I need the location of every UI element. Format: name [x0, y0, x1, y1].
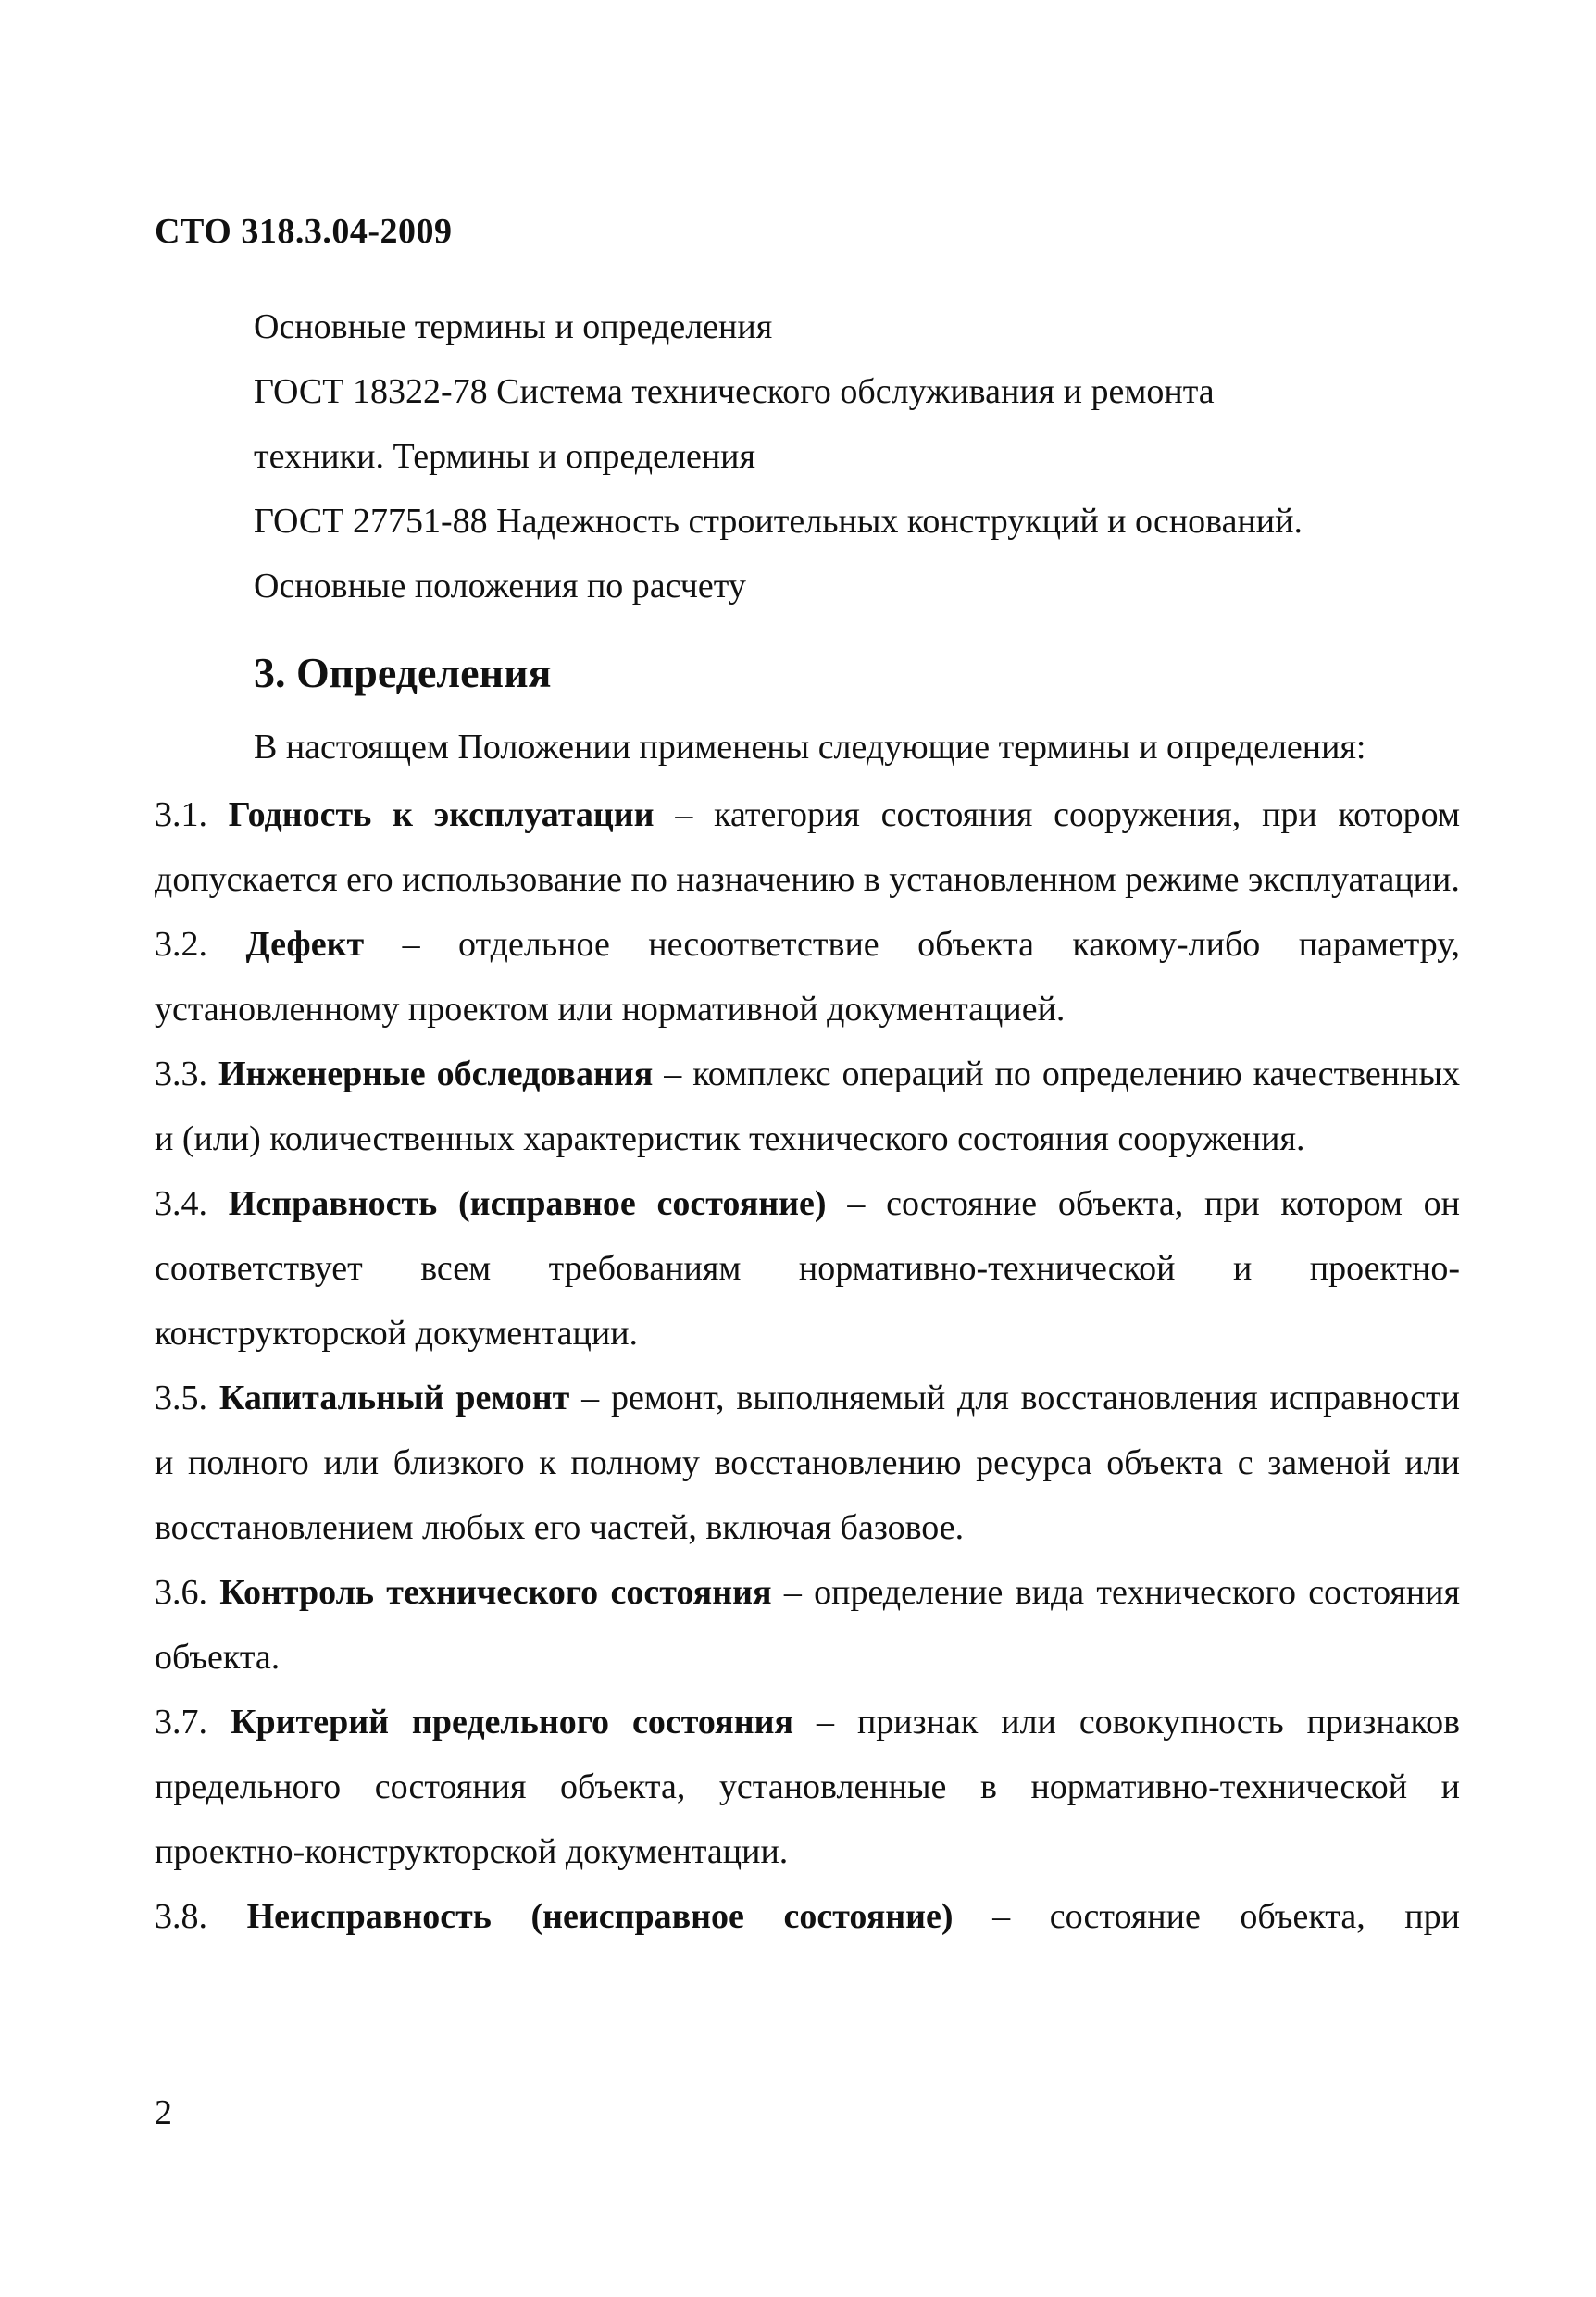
document-code: СТО 318.3.04-2009: [155, 212, 453, 251]
definition-item: [155, 1366, 1460, 1560]
section-intro: В настоящем Положении применены следующие термины и определения:: [254, 728, 1366, 767]
definition-text: – отдельное несоответствие объекта какому-либо параметру, установленному проектом или нормативной документацией.: [155, 925, 1460, 1029]
definition-text: – состояние объекта, при котором он соответствует всем требованиям нормативно-технической и проектно-конструкторской документации.: [155, 1184, 1460, 1353]
reference-line: ГОСТ 27751-88 Надежность строительных конструкций и оснований.: [254, 502, 1303, 541]
definition-number: 3.1.: [155, 795, 207, 834]
definition-number: 3.4.: [155, 1184, 207, 1223]
definition-text: – категория состояния сооружения, при котором допускается его использование по назначению в установленном режиме эксплуатации.: [155, 795, 1460, 899]
definition-term: Годность к эксплуатации: [228, 795, 655, 834]
reference-line: техники. Термины и определения: [254, 437, 755, 476]
normative-references: [254, 294, 1457, 618]
definition-text: – признак или совокупность признаков предельного состояния объекта, установленные в нормативно-технической и проектно-конструкторской документации.: [155, 1703, 1461, 1871]
definition-item: [155, 1042, 1460, 1171]
definition-text: – определение вида технического состояния объекта.: [155, 1573, 1460, 1677]
definition-text: – состояние объекта, при: [953, 1897, 1460, 1936]
definition-term: Критерий предельного состояния: [230, 1703, 794, 1741]
reference-line: ГОСТ 18322-78 Система технического обслуживания и ремонта: [254, 372, 1215, 411]
definition-term: Дефект: [245, 925, 365, 964]
section-title: 3. Определения: [254, 649, 552, 696]
definition-number: 3.6.: [155, 1573, 207, 1612]
page-number: 2: [155, 2093, 172, 2132]
definition-item: [155, 1560, 1460, 1690]
definition-item: [155, 1690, 1460, 1884]
definition-item: [155, 912, 1460, 1042]
definition-number: 3.7.: [155, 1703, 207, 1741]
definition-term: Инженерные обследования: [218, 1055, 654, 1093]
definition-text: – ремонт, выполняемый для восстановления исправности и полного или близкого к полному восстановлению ресурса объекта с заменой или восстановлением любых его частей, включая базовое.: [155, 1379, 1460, 1547]
reference-line: Основные положения по расчету: [254, 567, 746, 605]
definition-text: – комплекс операций по определению качественных и (или) количественных характеристик технического состояния сооружения.: [155, 1055, 1460, 1158]
definition-term: Исправность (исправное состояние): [228, 1184, 827, 1223]
definition-term: Капитальный ремонт: [218, 1379, 570, 1417]
definitions-list: [155, 782, 1460, 1949]
definition-number: 3.5.: [155, 1379, 207, 1417]
definition-number: 3.3.: [155, 1055, 207, 1093]
definition-item: [155, 1884, 1460, 1949]
definition-item: [155, 782, 1460, 912]
definition-number: 3.2.: [155, 925, 207, 964]
definition-term: Контроль технического состояния: [219, 1573, 772, 1612]
reference-line: Основные термины и определения: [254, 307, 773, 346]
definition-term: Неисправность (неисправное состояние): [246, 1897, 954, 1936]
definition-item: [155, 1171, 1460, 1366]
definition-number: 3.8.: [155, 1897, 207, 1936]
